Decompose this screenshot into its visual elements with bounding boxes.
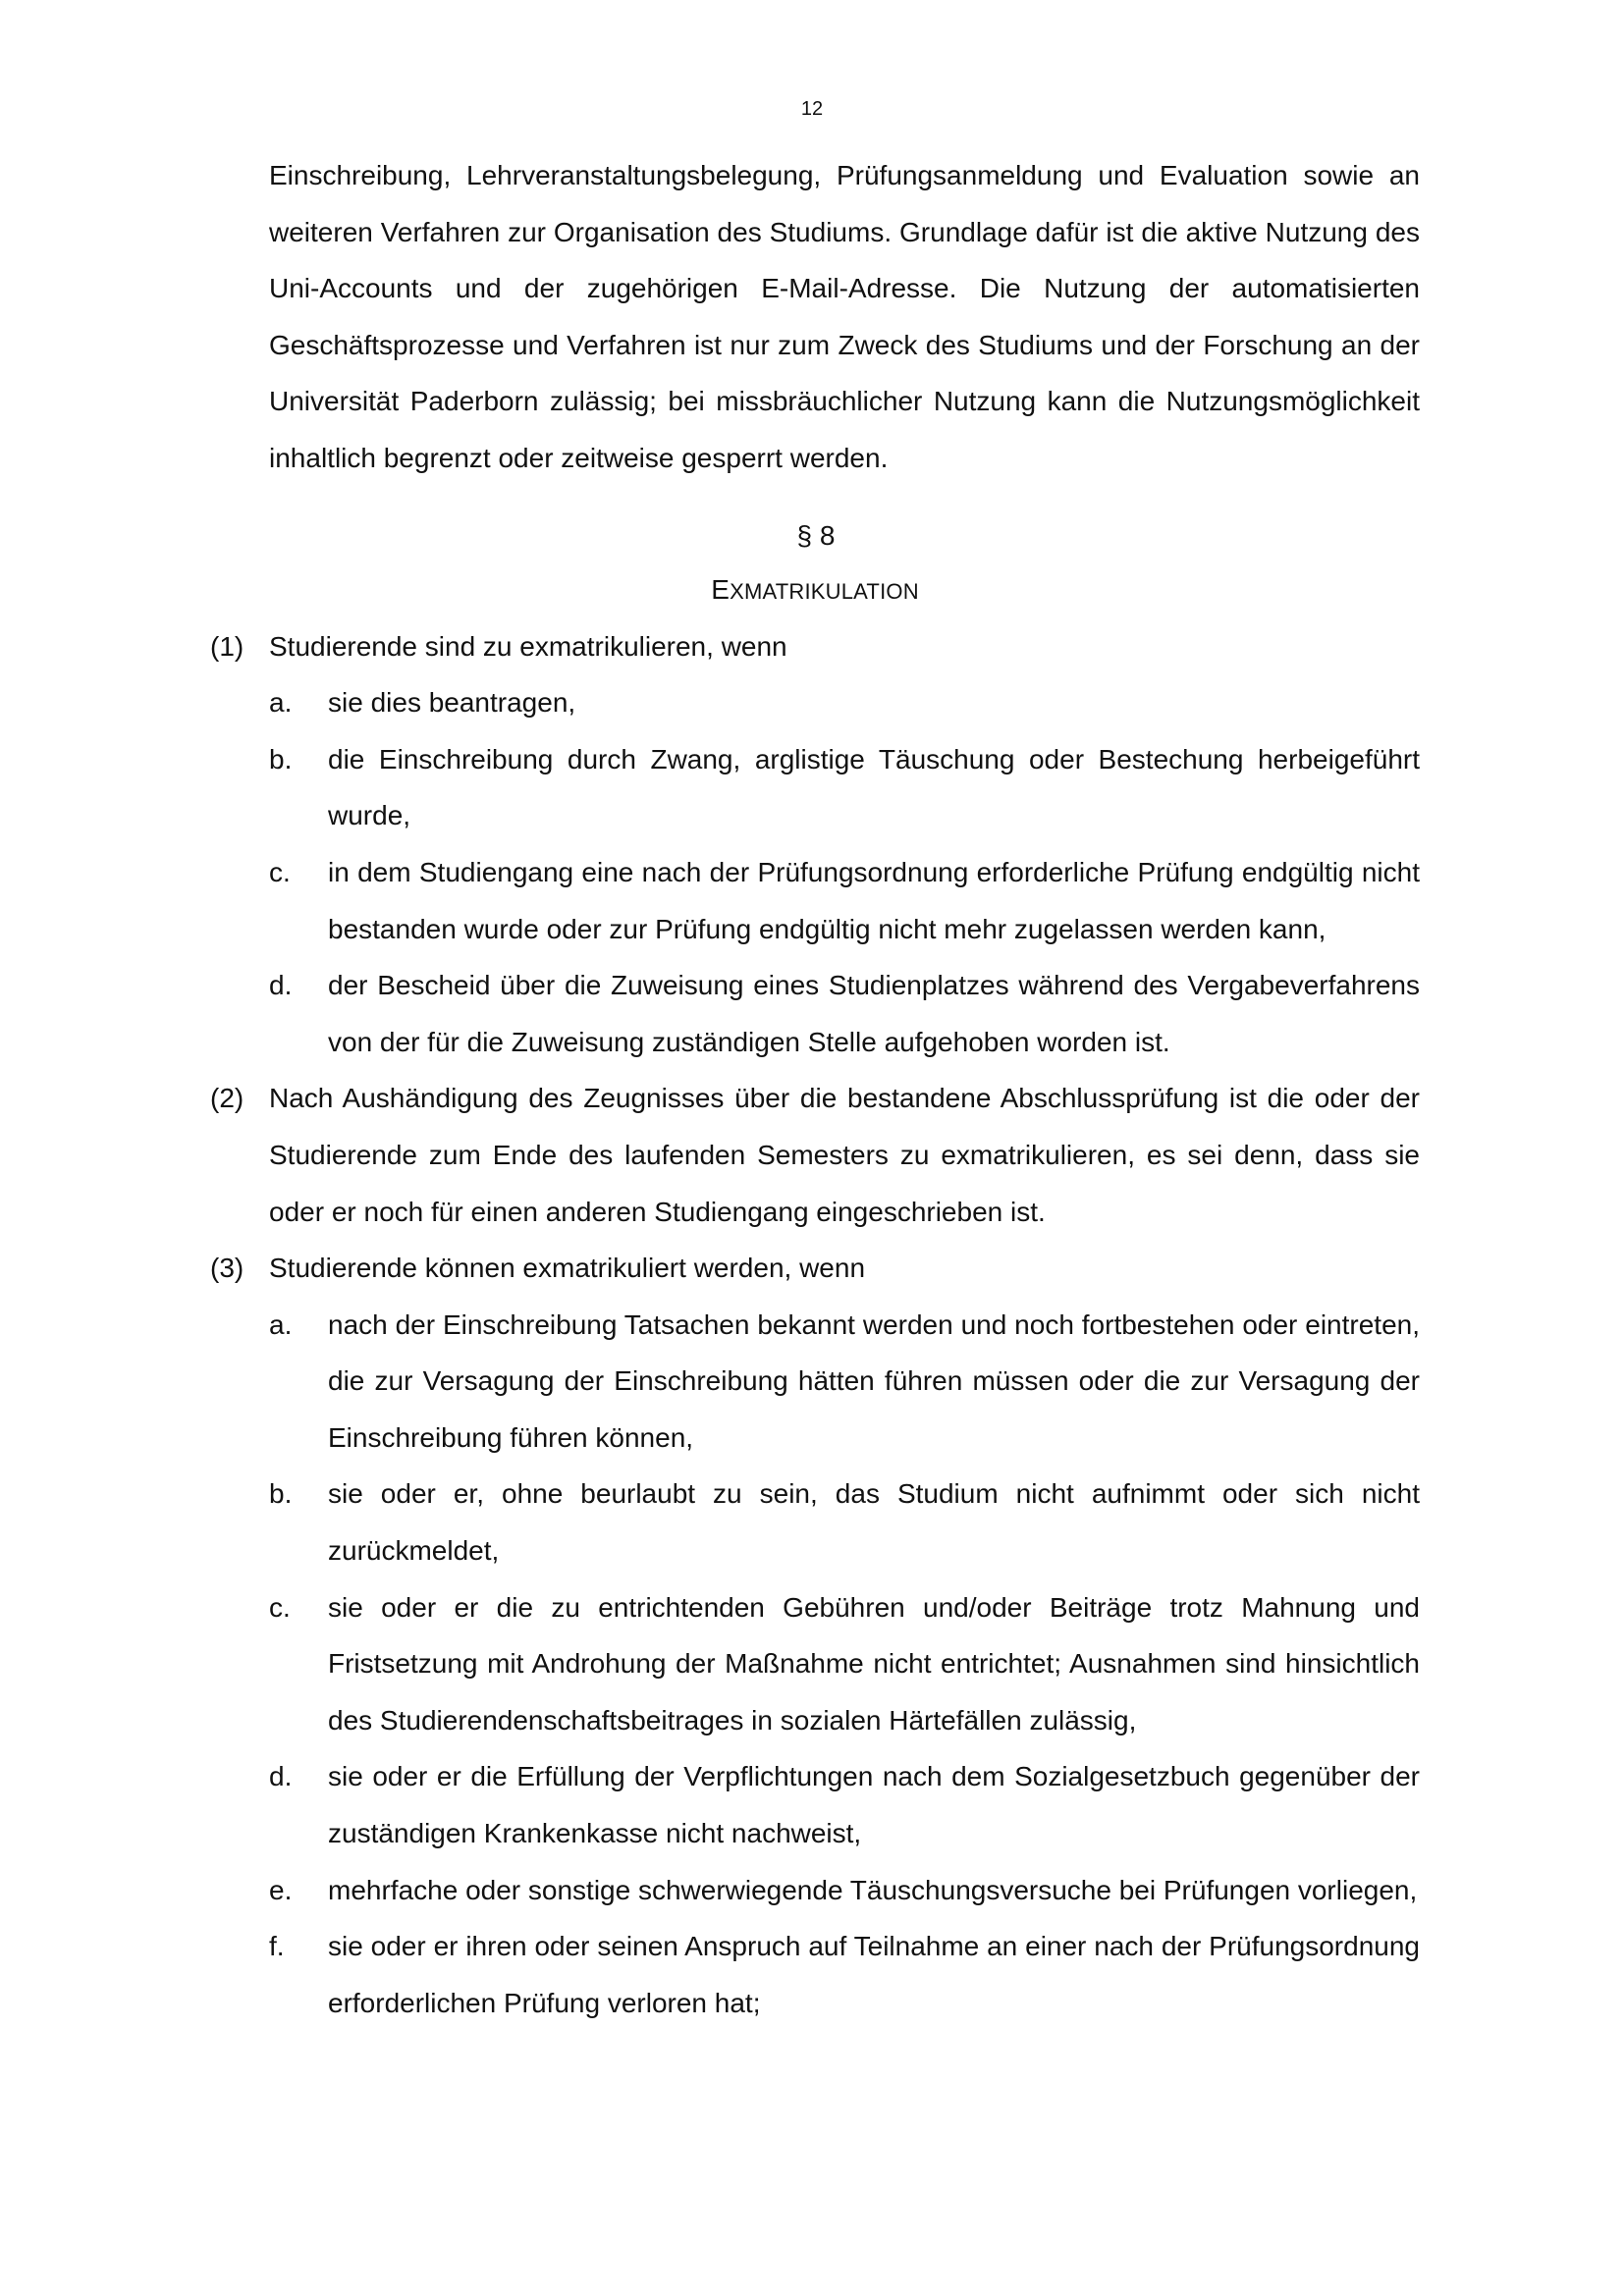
paragraph-text: Nach Aushändigung des Zeugnisses über die bestandene Abschlussprüfung ist die oder der Studierende zum Ende des laufenden Semesters zu exmatrikulieren, es sei denn, dass sie oder er noch für einen anderen Studiengang eingeschrieben ist.: [269, 1083, 1420, 1227]
paragraph-1: [210, 618, 1420, 675]
list-item-letter: b.: [269, 1478, 293, 1510]
section-title-rest: XMATRIKULATION: [730, 578, 919, 604]
list-item: [210, 1748, 1420, 1861]
list-item-text: in dem Studiengang eine nach der Prüfungsordnung erforderliche Prüfung endgültig nicht bestanden wurde oder zur Prüfung endgültig nicht mehr zugelassen werden kann,: [328, 856, 1420, 944]
list-item-text: die Einschreibung durch Zwang, arglistige Täuschung oder Bestechung herbeigeführt wurde,: [328, 743, 1420, 831]
list-item-letter: f.: [269, 1931, 285, 1962]
paragraph-number: (2): [210, 1083, 244, 1114]
list-item-letter: c.: [269, 1591, 291, 1623]
paragraph-3: [210, 1240, 1420, 1297]
paragraph-text: Studierende sind zu exmatrikulieren, wenn: [269, 630, 787, 662]
list-item-text: mehrfache oder sonstige schwerwiegende Täuschungsversuche bei Prüfungen vorliegen,: [328, 1874, 1418, 1905]
list-item: [210, 1918, 1420, 2031]
list-item-text: sie oder er, ohne beurlaubt zu sein, das Studium nicht aufnimmt oder sich nicht zurückmeldet,: [328, 1478, 1420, 1567]
paragraph-3-list: [210, 1297, 1420, 2032]
list-item-letter: a.: [269, 1308, 293, 1340]
list-item-letter: b.: [269, 743, 293, 774]
paragraph-text: Studierende können exmatrikuliert werden, wenn: [269, 1253, 866, 1284]
paragraph-number: (3): [210, 1253, 244, 1284]
list-item-text: sie oder er die zu entrichtenden Gebühren und/oder Beiträge trotz Mahnung und Fristsetzung mit Androhung der Maßnahme nicht entrichtet; Ausnahmen sind hinsichtlich des Studierendenschaftsbeitrages in sozialen Härtefällen zulässig,: [328, 1591, 1420, 1735]
list-item-text: sie oder er die Erfüllung der Verpflichtungen nach dem Sozialgesetzbuch gegenüber der zuständigen Krankenkasse nicht nachweist,: [328, 1761, 1420, 1849]
section-title: [210, 563, 1420, 618]
list-item-letter: d.: [269, 1761, 293, 1792]
section-title-initial: E: [711, 573, 731, 605]
list-item-text: nach der Einschreibung Tatsachen bekannt werden und noch fortbestehen oder eintreten, die zur Versagung der Einschreibung hätten führen müssen oder die zur Versagung der Einschreibung führen können,: [328, 1308, 1420, 1453]
list-item-text: sie oder er ihren oder seinen Anspruch auf Teilnahme an einer nach der Prüfungsordnung erforderlichen Prüfung verloren hat;: [328, 1931, 1420, 2018]
list-item-letter: e.: [269, 1874, 293, 1905]
section-symbol: § 8: [796, 519, 836, 551]
list-item-letter: d.: [269, 970, 293, 1001]
document-body: [210, 147, 1420, 2031]
page-number: 12: [800, 98, 824, 120]
list-item: [210, 1862, 1420, 1919]
list-item-text: der Bescheid über die Zuweisung eines Studienplatzes während des Vergabeverfahrens von der für die Zuweisung zuständigen Stelle aufgehoben worden ist.: [328, 970, 1420, 1057]
list-item: [210, 731, 1420, 844]
list-item-text: sie dies beantragen,: [328, 687, 576, 719]
list-item-letter: a.: [269, 687, 293, 719]
list-item-letter: c.: [269, 856, 291, 887]
list-item: [210, 1579, 1420, 1749]
list-item: [210, 957, 1420, 1070]
list-item: [210, 1466, 1420, 1578]
intro-paragraph: Einschreibung, Lehrveranstaltungsbelegung, Prüfungsanmeldung und Evaluation sowie an weiteren Verfahren zur Organisation des Studiums. Grundlage dafür ist die aktive Nutzung des Uni-Accounts und der zugehörigen E-Mail-Adresse. Die Nutzung der automatisierten Geschäftsprozesse und Verfahren ist nur zum Zweck des Studiums und der Forschung an der Universität Paderborn zulässig; bei missbräuchlicher Nutzung kann die Nutzungsmöglichkeit inhaltlich begrenzt oder zeitweise gesperrt werden.: [269, 160, 1420, 473]
paragraph-1-list: [210, 674, 1420, 1070]
list-item: [210, 844, 1420, 957]
list-item: [210, 1297, 1420, 1467]
paragraph-2: [210, 1070, 1420, 1240]
paragraph-number: (1): [210, 630, 244, 662]
list-item: [210, 674, 1420, 731]
